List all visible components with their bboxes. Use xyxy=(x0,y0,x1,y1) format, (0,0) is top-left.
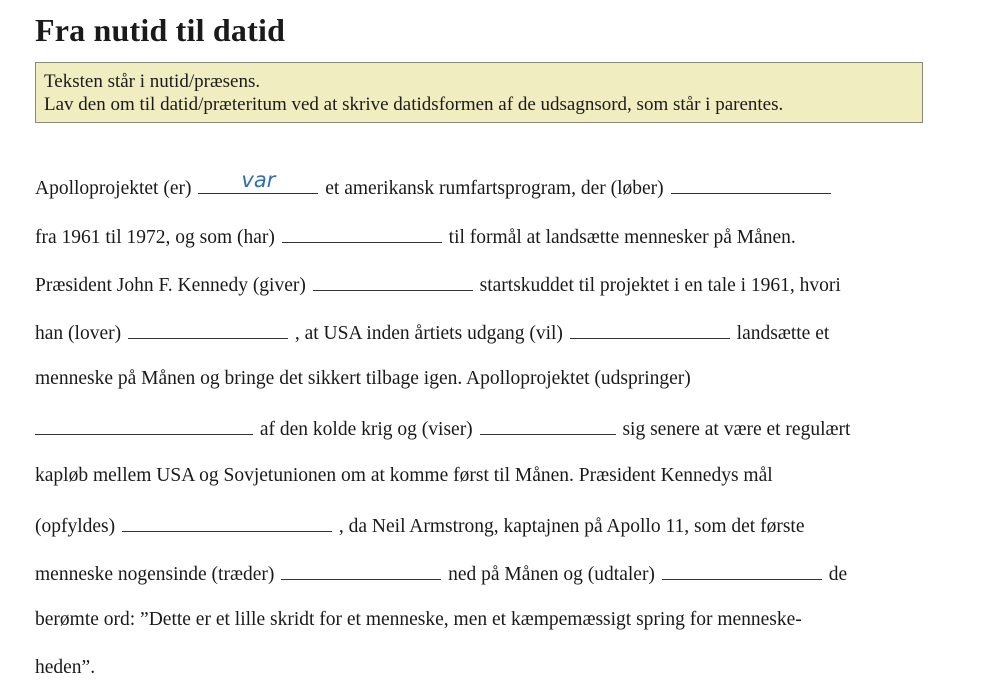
instructions-line-1: Teksten står i nutid/præsens. xyxy=(44,71,261,92)
blank-viser xyxy=(480,416,616,435)
instructions-box xyxy=(35,62,923,123)
answer-input-opfyldes[interactable] xyxy=(122,505,332,531)
blank-vil xyxy=(570,320,730,339)
blank-udtaler xyxy=(662,561,822,580)
text-segment: (opfyldes) xyxy=(35,516,116,537)
answer-input-er[interactable] xyxy=(198,167,318,193)
text-segment: landsætte et xyxy=(736,323,830,344)
blank-traeder xyxy=(281,561,441,580)
text-segment: ned på Månen og (udtaler) xyxy=(448,564,655,585)
answer-input-giver[interactable] xyxy=(313,264,473,290)
text-segment: , at USA inden årtiets udgang (vil) xyxy=(294,323,563,344)
text-line-6 xyxy=(35,416,850,441)
answer-input-vil[interactable] xyxy=(570,312,730,338)
text-line-7 xyxy=(35,465,773,487)
blank-har xyxy=(282,224,442,243)
instructions-line-2: Lav den om til datid/præteritum ved at skrive datidsformen af de udsagnsord, som står i parentes. xyxy=(44,94,784,115)
text-line-8 xyxy=(35,513,804,538)
answer-input-lover[interactable] xyxy=(128,312,288,338)
blank-loeber xyxy=(671,175,831,194)
text-line-11 xyxy=(35,657,95,679)
text-segment: fra 1961 til 1972, og som (har) xyxy=(35,227,275,248)
text-segment: menneske nogensinde (træder) xyxy=(35,564,275,585)
answer-input-udspringer[interactable] xyxy=(35,408,253,434)
text-segment: heden”. xyxy=(35,657,96,678)
answer-input-udtaler[interactable] xyxy=(662,553,822,579)
text-segment: menneske på Månen og bringe det sikkert tilbage igen. Apolloprojektet (udspringer) xyxy=(35,368,691,389)
answer-input-loeber[interactable] xyxy=(671,167,831,193)
text-segment: sig senere at være et regulært xyxy=(622,419,851,440)
blank-lover xyxy=(128,320,288,339)
text-segment: berømte ord: ”Dette er et lille skridt for et menneske, men et kæmpemæssigt spring for menneske- xyxy=(35,609,802,630)
text-segment: Apolloprojektet (er) xyxy=(35,178,192,199)
text-line-10 xyxy=(35,609,802,631)
blank-er xyxy=(198,175,318,194)
blank-opfyldes xyxy=(122,513,332,532)
text-segment: han (lover) xyxy=(35,323,122,344)
text-segment: af den kolde krig og (viser) xyxy=(259,419,473,440)
text-segment: kapløb mellem USA og Sovjetunionen om at komme først til Månen. Præsident Kennedys mål xyxy=(35,465,773,486)
blank-udspringer xyxy=(35,416,253,435)
text-line-9 xyxy=(35,561,847,586)
text-segment: de xyxy=(828,564,848,585)
text-line-3 xyxy=(35,272,841,297)
text-line-5 xyxy=(35,368,691,390)
blank-giver xyxy=(313,272,473,291)
text-segment: , da Neil Armstrong, kaptajnen på Apollo 11, som det første xyxy=(338,516,805,537)
text-segment: Præsident John F. Kennedy (giver) xyxy=(35,275,306,296)
answer-input-viser[interactable] xyxy=(480,408,616,434)
text-line-1 xyxy=(35,175,833,200)
answer-input-traeder[interactable] xyxy=(281,553,441,579)
text-line-2 xyxy=(35,224,796,249)
text-segment: et amerikansk rumfartsprogram, der (løber) xyxy=(325,178,664,199)
text-segment: startskuddet til projektet i en tale i 1961, hvori xyxy=(479,275,841,296)
text-segment: til formål at landsætte mennesker på Månen. xyxy=(448,227,796,248)
answer-input-har[interactable] xyxy=(282,216,442,242)
text-line-4 xyxy=(35,320,829,345)
page-title: Fra nutid til datid xyxy=(35,12,286,48)
